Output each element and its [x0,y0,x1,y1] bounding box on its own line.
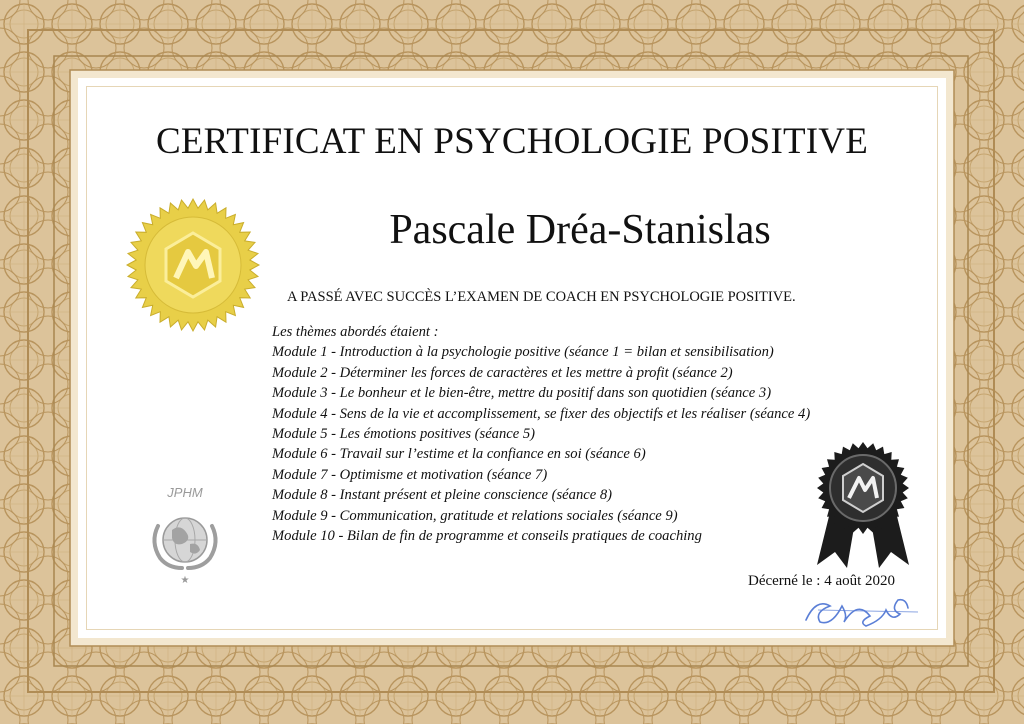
module-item: Module 4 - Sens de la vie et accomplissement, se fixer des objectifs et les réaliser (séance 4) [272,405,811,422]
module-item: Module 7 - Optimisme et motivation (séance 7) [272,466,548,483]
gold-seal-icon [124,196,262,334]
recipient-name: Pascale Dréa-Stanislas [389,207,771,253]
module-item: Module 9 - Communication, gratitude et relations sociales (séance 9) [272,507,678,524]
themes-intro: Les thèmes abordés étaient : [272,324,439,340]
signature-mark [798,590,938,630]
passed-statement: A PASSÉ AVEC SUCCÈS L’EXAMEN DE COACH EN PSYCHOLOGIE POSITIVE. [287,289,796,305]
globe-laurel-icon [140,482,230,586]
certificate-title: CERTIFICAT EN PSYCHOLOGIE POSITIVE [155,121,869,162]
module-item: Module 6 - Travail sur l’estime et la confiance en soi (séance 6) [272,446,646,463]
svg-text:★: ★ [180,575,190,586]
award-date: Décerné le : 4 août 2020 [748,573,896,589]
module-item: Module 5 - Les émotions positives (séance 5) [272,426,536,443]
module-item: Module 8 - Instant présent et pleine conscience (séance 8) [272,487,612,504]
module-item: Module 2 - Déterminer les forces de caractères et les mettre à profit (séance 2) [272,364,733,381]
module-item: Module 3 - Le bonheur et le bien-être, mettre du positif dans son quotidien (séance 3) [272,385,772,402]
module-item: Module 10 - Bilan de fin de programme et conseils pratiques de coaching [272,528,702,545]
jphm-logo-text: JPHM [167,485,203,500]
module-item: Module 1 - Introduction à la psychologie positive (séance 1 = bilan et sensibilisation) [272,344,774,361]
black-rosette-icon [803,440,923,570]
